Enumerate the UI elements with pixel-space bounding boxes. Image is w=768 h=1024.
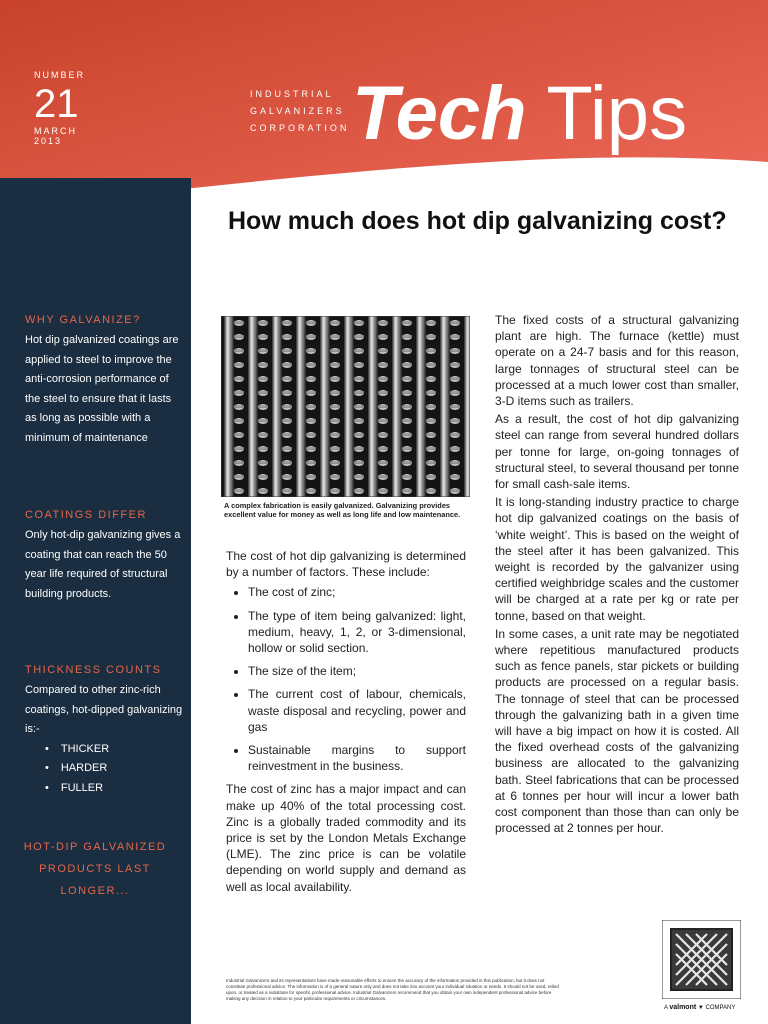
company-line-3: CORPORATION [250,123,350,133]
article-column-2 [495,312,739,839]
company-name [250,86,349,137]
cost-factor-item: • Sustainable margins to support reinvestment in the business. [248,742,466,774]
cost-factor-item: • The type of item being galvanized: light, medium, heavy, 1, 2, or 3-dimensional, hollow or solid section. [248,608,466,657]
issue-info [34,70,85,146]
cost-factor-item: • The size of the item; [248,663,466,679]
disclaimer: Industrial Galvanizers and its representatives have made reasonable efforts to ensure the accuracy of the information provided in this publication, but it does not constitute professional advice. The information is of a general nature only and does not take into account your individual situation or needs. It should not be used, relied upon, or treated as a substitute for specific professional advice. Industrial Galvanizers recommend that you obtain your own independent professional advice before making any decision in relation to your particular requirements or circumstances. [226,978,559,1001]
coatings-differ-heading: COATINGS DIFFER [25,509,147,521]
issue-number-label: NUMBER [34,70,86,80]
tagline-line-1: HOT-DIP GALVANIZED [23,841,167,853]
article-paragraph: The fixed costs of a structural galvanizing plant are high. The furnace (kettle) must operate on a 24-7 basis and for this reason, large tonnages of structural steel can be processed at a much lower cost than smaller, 3-D items such as trailers. [495,313,739,409]
why-galvanize-heading: WHY GALVANIZE? [25,314,141,326]
article-paragraph: It is long-standing industry practice to charge hot dip galvanized coatings on the basis of ‘white weight’. This is based on the weight of the steel after it has been galvanized. This weight is recorded by the galvanizer using certified weighbridge scales and the customer will be charged at a rate per kg or rate per tonne, based on that weight. [495,495,739,623]
cost-factor-item: • The cost of zinc; [248,584,466,600]
coatings-differ-text: Only hot-dip galvanizing gives a coating that can reach the 50 year life required of structural building products. [25,529,181,600]
industrial-galvanizers-logo [662,920,741,999]
thickness-list [25,740,185,799]
valmont-mark [664,1004,735,1011]
cost-factor-item: • The current cost of labour, chemicals, waste disposal and recycling, power and gas [248,686,466,735]
thickness-item: • FULLER [45,779,185,799]
thickness-item: • THICKER [45,740,185,760]
issue-number: 21 [34,82,79,126]
valmont-suffix: COMPANY [705,1005,736,1011]
title-tips: Tips [546,71,688,156]
valmont-brand: valmont [669,1004,697,1011]
publication-title [352,72,687,156]
cost-factors-list [226,584,466,774]
sidebar-section-why-galvanize [25,314,185,448]
article-paragraph: As a result, the cost of hot dip galvanizing steel can range from several hundred dollars per tonne for large, on-going tonnages of structural steel, to several thousand per tonne for small cash-sale items. [495,412,739,492]
galvanized-fabrication-photo [221,316,470,497]
article-column-1 [226,548,466,897]
tagline-line-2: PRODUCTS LAST [39,863,151,875]
zinc-cost-paragraph: The cost of zinc has a major impact and can make up 40% of the total processing cost. Zinc is a globally traded commodity and its price is set by the London Metals Exchange (LME). The zinc price is can be volatile depending on world supply and demand as well as local availability. [226,782,466,894]
company-line-2: GALVANIZERS [250,106,345,116]
article-paragraph: In some cases, a unit rate may be negotiated where repetitious manufactured products such as fence panels, star pickets or building products are processed on a regular basis. The tonnage of steel that can be processed through the galvanizing bath in a given time will have a big impact on how it is costed. All the fixed overhead costs of the galvanizing business are allocated to the galvanizing bath. Steel fabrications that can be processed at 6 tonnes per hour will incur a lower bath cost component than those than can only be processed at 2 tonnes per hour. [495,626,739,836]
company-line-1: INDUSTRIAL [250,89,334,99]
sidebar-section-coatings-differ [25,509,185,604]
issue-month: MARCH [34,126,77,136]
valmont-prefix: A [664,1005,668,1011]
cost-factors-intro: The cost of hot dip galvanizing is determined by a number of factors. These include: [226,549,466,580]
thickness-item: • HARDER [45,759,185,779]
tagline-line-3: LONGER... [60,885,130,897]
issue-year: 2013 [34,136,63,146]
title-tech: Tech [352,71,527,156]
thickness-counts-text: Compared to other zinc-rich coatings, hot-dipped galvanizing is:- [25,684,183,735]
thickness-counts-heading: THICKNESS COUNTS [25,664,162,676]
valmont-icon: ▼ [697,1005,704,1011]
sidebar-section-thickness-counts [25,664,185,798]
article-headline: How much does hot dip galvanizing cost? [228,207,727,235]
photo-caption: A complex fabrication is easily galvanized. Galvanizing provides excellent value for money as well as long life and low maintenance. [224,501,461,519]
why-galvanize-text: Hot dip galvanized coatings are applied to steel to improve the anti-corrosion performance of the steel to ensure that it lasts as long as possible with a minimum of maintenance [25,334,179,444]
sidebar-tagline [20,836,170,902]
